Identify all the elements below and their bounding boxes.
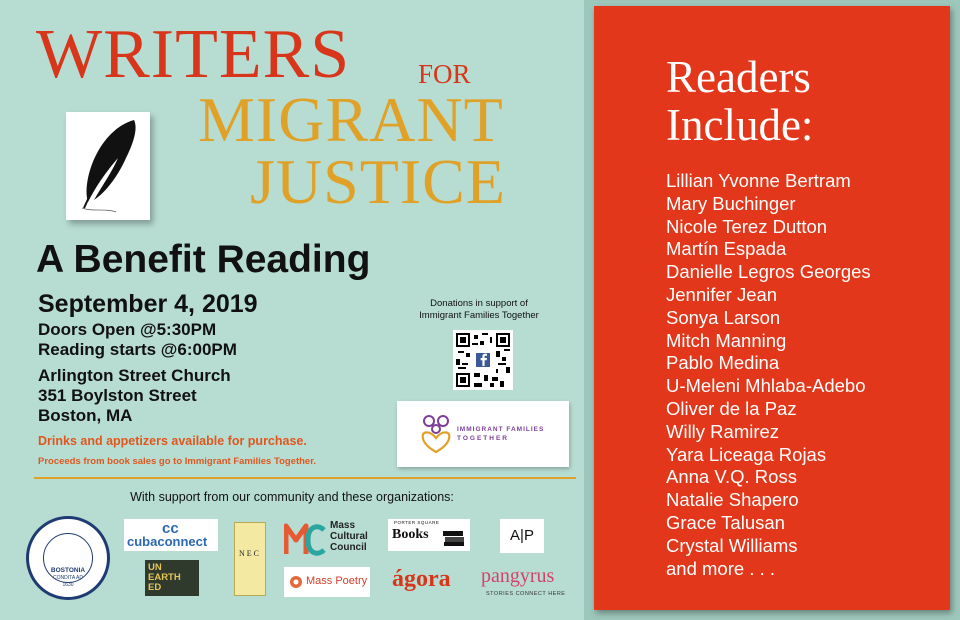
donations-text [408,298,550,322]
mcc-line1: Mass [330,520,356,531]
reader-name: Oliver de la Paz [666,397,797,419]
title-writers: WRITERS [36,16,351,93]
mass-cultural-council-logo [284,518,374,562]
nec-text: N E C [239,549,259,558]
reader-name: Pablo Medina [666,352,780,374]
agora-logo: ágora [392,566,451,592]
reader-name: Jennifer Jean [666,283,778,305]
reader-name: Martín Espada [666,238,787,260]
reader-name: Nicole Terez Dutton [666,215,828,237]
event-date: September 4, 2019 [38,290,258,318]
ap-logo [500,519,544,553]
mcc-line2: Cultural [330,531,368,542]
immigrant-families-together-logo [397,401,569,467]
books-small-text: PORTER SQUARE [394,520,440,525]
venue-city: Boston, MA [38,406,133,425]
donations-line2: Immigrant Families Together [419,310,539,321]
title-migrant: MIGRANT [198,84,504,155]
reader-list [666,170,871,580]
reader-name: Sonya Larson [666,306,781,328]
reader-name: Mitch Manning [666,329,787,351]
reader-name: Anna V.Q. Ross [666,466,797,488]
reader-name: Lillian Yvonne Bertram [666,170,851,191]
porter-square-books-logo [388,519,470,551]
reader-name: Yara Liceaga Rojas [666,443,827,465]
pangyrus-logo: pangyrus [481,565,555,587]
mass-poetry-logo [284,567,370,597]
reader-name: Natalie Shapero [666,489,799,511]
book-stack-icon [442,527,466,547]
reading-start-time: Reading starts @6:00PM [38,340,237,359]
event-headline: A Benefit Reading [36,238,371,281]
seal-text-year: 1630 [62,582,74,588]
reader-name: Danielle Legros Georges [666,261,871,283]
reader-name: Crystal Williams [666,534,798,556]
books-text: Books [392,527,429,542]
ap-text: A|P [510,527,534,544]
mass-poetry-text: Mass Poetry [306,575,368,587]
ift-line1: IMMIGRANT FAMILIES [457,426,545,433]
cubaconnect-logo [124,519,218,551]
doors-open-time: Doors Open @5:30PM [38,320,217,339]
mass-poetry-icon [288,574,304,590]
seal-text-condita: CONDITA AD [53,575,83,581]
readers-title-line2: Include: [666,100,814,150]
cubaconnect-mark: cc [162,520,179,537]
mcc-mark-icon [284,522,326,556]
heart-family-icon [419,414,453,454]
title-justice: JUSTICE [250,146,506,217]
donations-line1: Donations in support of [430,298,528,309]
reader-name: Grace Talusan [666,511,785,533]
unearthed-line3: ED [148,582,162,593]
venue-street: 351 Boylston Street [38,386,197,405]
cubaconnect-text: cubaconnect [127,534,208,549]
unearthed-logo [145,560,199,596]
unearthed-line1: UN [148,562,162,573]
divider [34,477,576,479]
support-text: With support from our community and these organizations: [130,490,454,504]
reader-name: Mary Buchinger [666,192,796,214]
nec-logo [234,522,266,596]
title-for: FOR [418,59,471,89]
qr-code-icon [456,333,510,387]
drinks-note: Drinks and appetizers available for purchase. [38,434,307,448]
unearthed-line2: EARTH [148,572,181,583]
city-of-boston-seal [26,516,110,600]
reader-more: and more . . . [666,557,775,579]
pangyrus-tagline: STORIES CONNECT HERE [486,591,566,597]
qr-code[interactable] [453,330,513,390]
feather-card [66,112,150,220]
venue-name: Arlington Street Church [38,366,231,385]
mcc-line3: Council [330,542,367,553]
readers-title-line1: Readers [666,52,811,102]
reader-name: U-Meleni Mhlaba-Adebo [666,375,866,397]
feather-icon [72,116,144,216]
ift-line2: TOGETHER [457,435,509,442]
seal-text-bostonia: BOSTONIA [50,567,86,574]
proceeds-note: Proceeds from book sales go to Immigrant Families Together. [38,456,317,467]
reader-name: Willy Ramirez [666,420,780,442]
